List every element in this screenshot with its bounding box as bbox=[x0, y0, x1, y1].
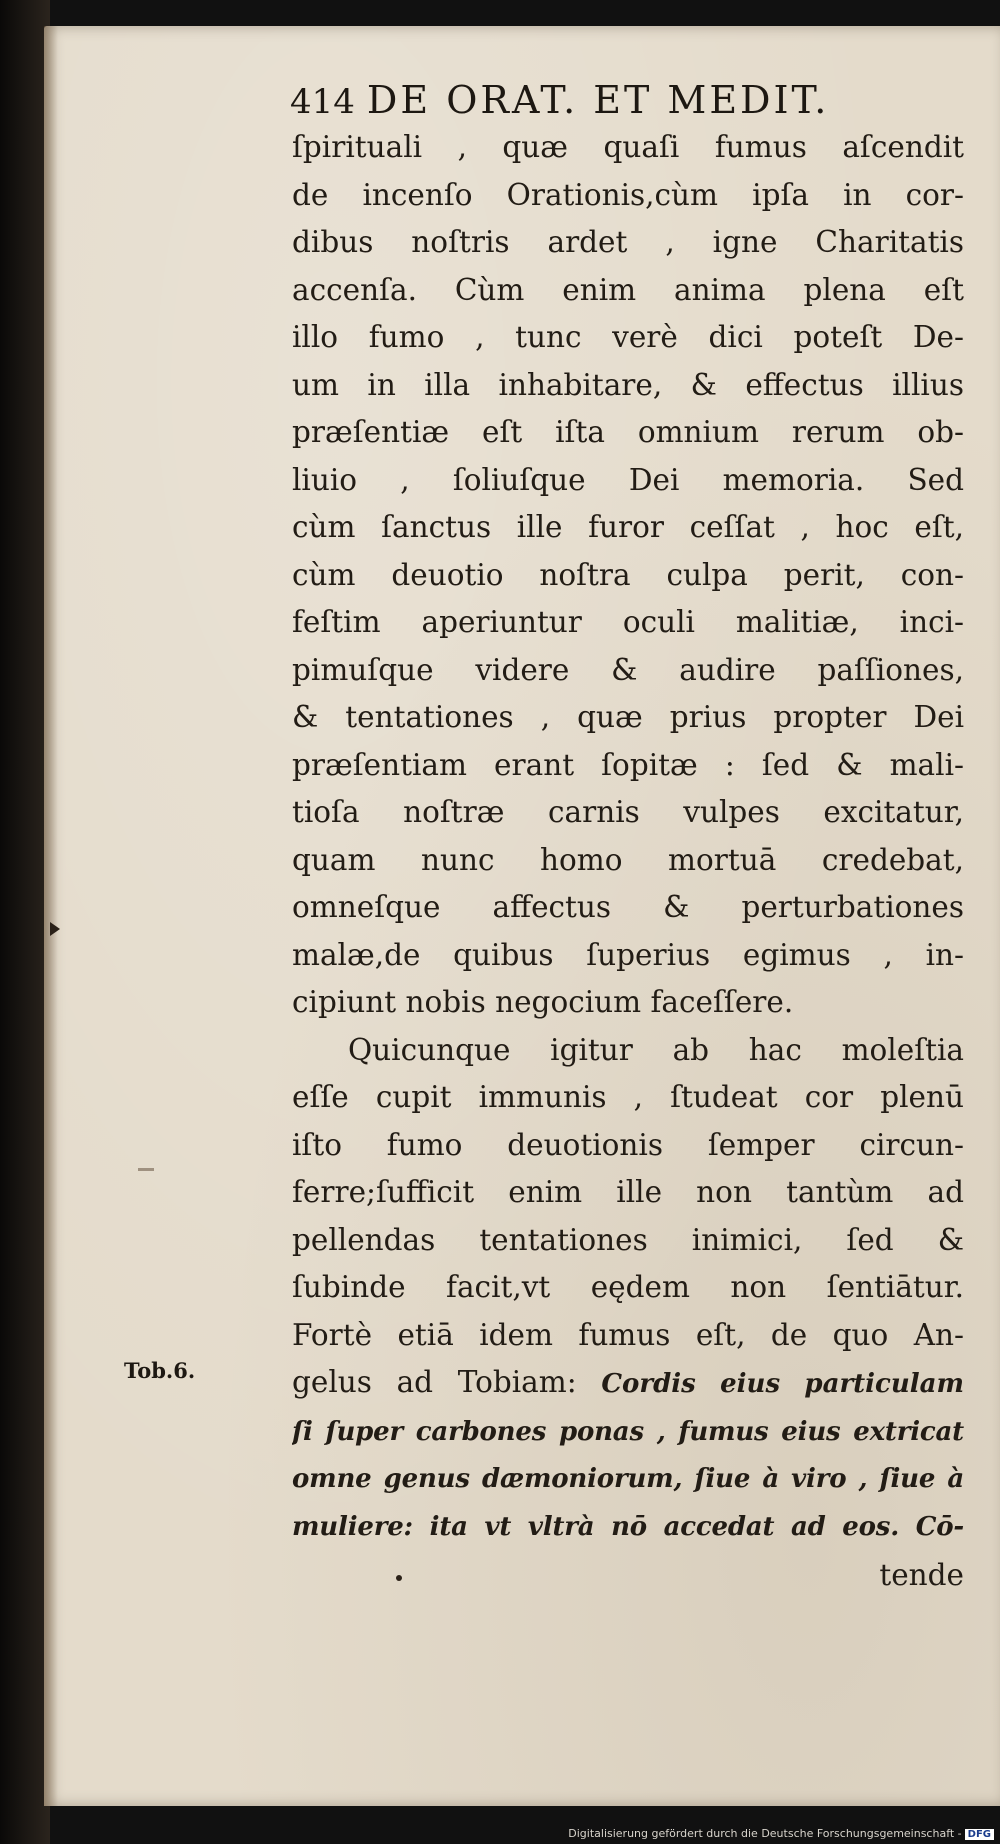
text-line: eſſe cupit immunis , ſtudeat cor plenū bbox=[292, 1080, 964, 1114]
credit-text: Digitalisierung gefördert durch die Deutsche Forschungsgemeinschaft - bbox=[568, 1827, 962, 1840]
text-line: ſubinde facit,vt eędem non ſentiātur. bbox=[292, 1270, 964, 1304]
italic-quote-line: muliere: ita vt vltrà nō accedat ad eos. Cō- bbox=[292, 1511, 964, 1542]
text-line: cùm ſanctus ille furor ceſſat , hoc eſt, bbox=[292, 510, 964, 544]
text-line: ferre;ſufficit enim ille non tantùm ad bbox=[292, 1175, 964, 1209]
text-line: ſpirituali , quæ quaſi fumus aſcendit bbox=[292, 130, 964, 164]
book-spine-edge bbox=[0, 0, 50, 1844]
margin-reference: Tob.6. bbox=[124, 1358, 196, 1383]
italic-quote-line: ſi ſuper carbones ponas , fumus eius extricat bbox=[292, 1416, 964, 1447]
text-line: præſentiæ eſt iſta omnium rerum ob- bbox=[292, 415, 964, 449]
text-line: cipiunt nobis negocium faceſſere. bbox=[292, 985, 794, 1019]
text-line: dibus noſtris ardet , igne Charitatis bbox=[292, 225, 964, 259]
paragraph-start-line: Quicunque igitur ab hac moleſtia bbox=[348, 1032, 964, 1067]
running-title: DE ORAT. ET MEDIT. bbox=[366, 78, 830, 122]
dfg-logo: DFG bbox=[965, 1829, 994, 1840]
text-line: accenſa. Cùm enim anima plena eſt bbox=[292, 272, 964, 307]
text-line: feſtim aperiuntur oculi malitiæ, inci- bbox=[292, 605, 964, 639]
text-line: um in illa inhabitare, & effectus illius bbox=[292, 367, 964, 402]
text-line: pellendas tentationes inimici, ſed & bbox=[292, 1222, 964, 1257]
digitization-credit bbox=[568, 1827, 994, 1840]
signature-mark bbox=[396, 1575, 402, 1581]
catchword: tende bbox=[879, 1558, 964, 1592]
text-line: & tentationes , quæ prius propter Dei bbox=[292, 700, 964, 734]
text-line: liuio , ſoliuſque Dei memoria. Sed bbox=[292, 462, 964, 497]
text-line: Fortè etiā idem fumus eſt, de quo An- bbox=[292, 1317, 964, 1352]
body-text bbox=[292, 124, 964, 1551]
text-line: cùm deuotio noſtra culpa perit, con- bbox=[292, 557, 964, 592]
text-line: quam nunc homo mortuā credebat, bbox=[292, 842, 964, 877]
text-line bbox=[292, 1359, 964, 1409]
text-line: iſto fumo deuotionis ſemper circun- bbox=[292, 1127, 964, 1162]
running-head bbox=[290, 78, 970, 122]
ink-bleed-mark bbox=[138, 1168, 154, 1171]
text-line: tioſa noſtræ carnis vulpes excitatur, bbox=[292, 795, 964, 829]
page-gutter-shadow bbox=[44, 26, 58, 1806]
text-line: præſentiam erant ſopitæ : ſed & mali- bbox=[292, 747, 964, 782]
text-line: illo fumo , tunc verè dici poteſt De- bbox=[292, 320, 964, 354]
text-line: malæ,de quibus ſuperius egimus , in- bbox=[292, 937, 964, 972]
text-line: pimuſque videre & audire paſſiones, bbox=[292, 652, 964, 687]
page-number: 414 bbox=[290, 82, 355, 122]
italic-quote-start: Cordis eius particulam bbox=[601, 1369, 964, 1399]
text-line: omneſque affectus & perturbationes bbox=[292, 890, 964, 924]
text-line: de incenſo Orationis,cùm ipſa in cor- bbox=[292, 177, 964, 212]
italic-quote-line: omne genus dæmoniorum, ſiue à viro , ſiue à bbox=[292, 1464, 964, 1494]
text-line-roman: gelus ad Tobiam: bbox=[292, 1365, 602, 1399]
